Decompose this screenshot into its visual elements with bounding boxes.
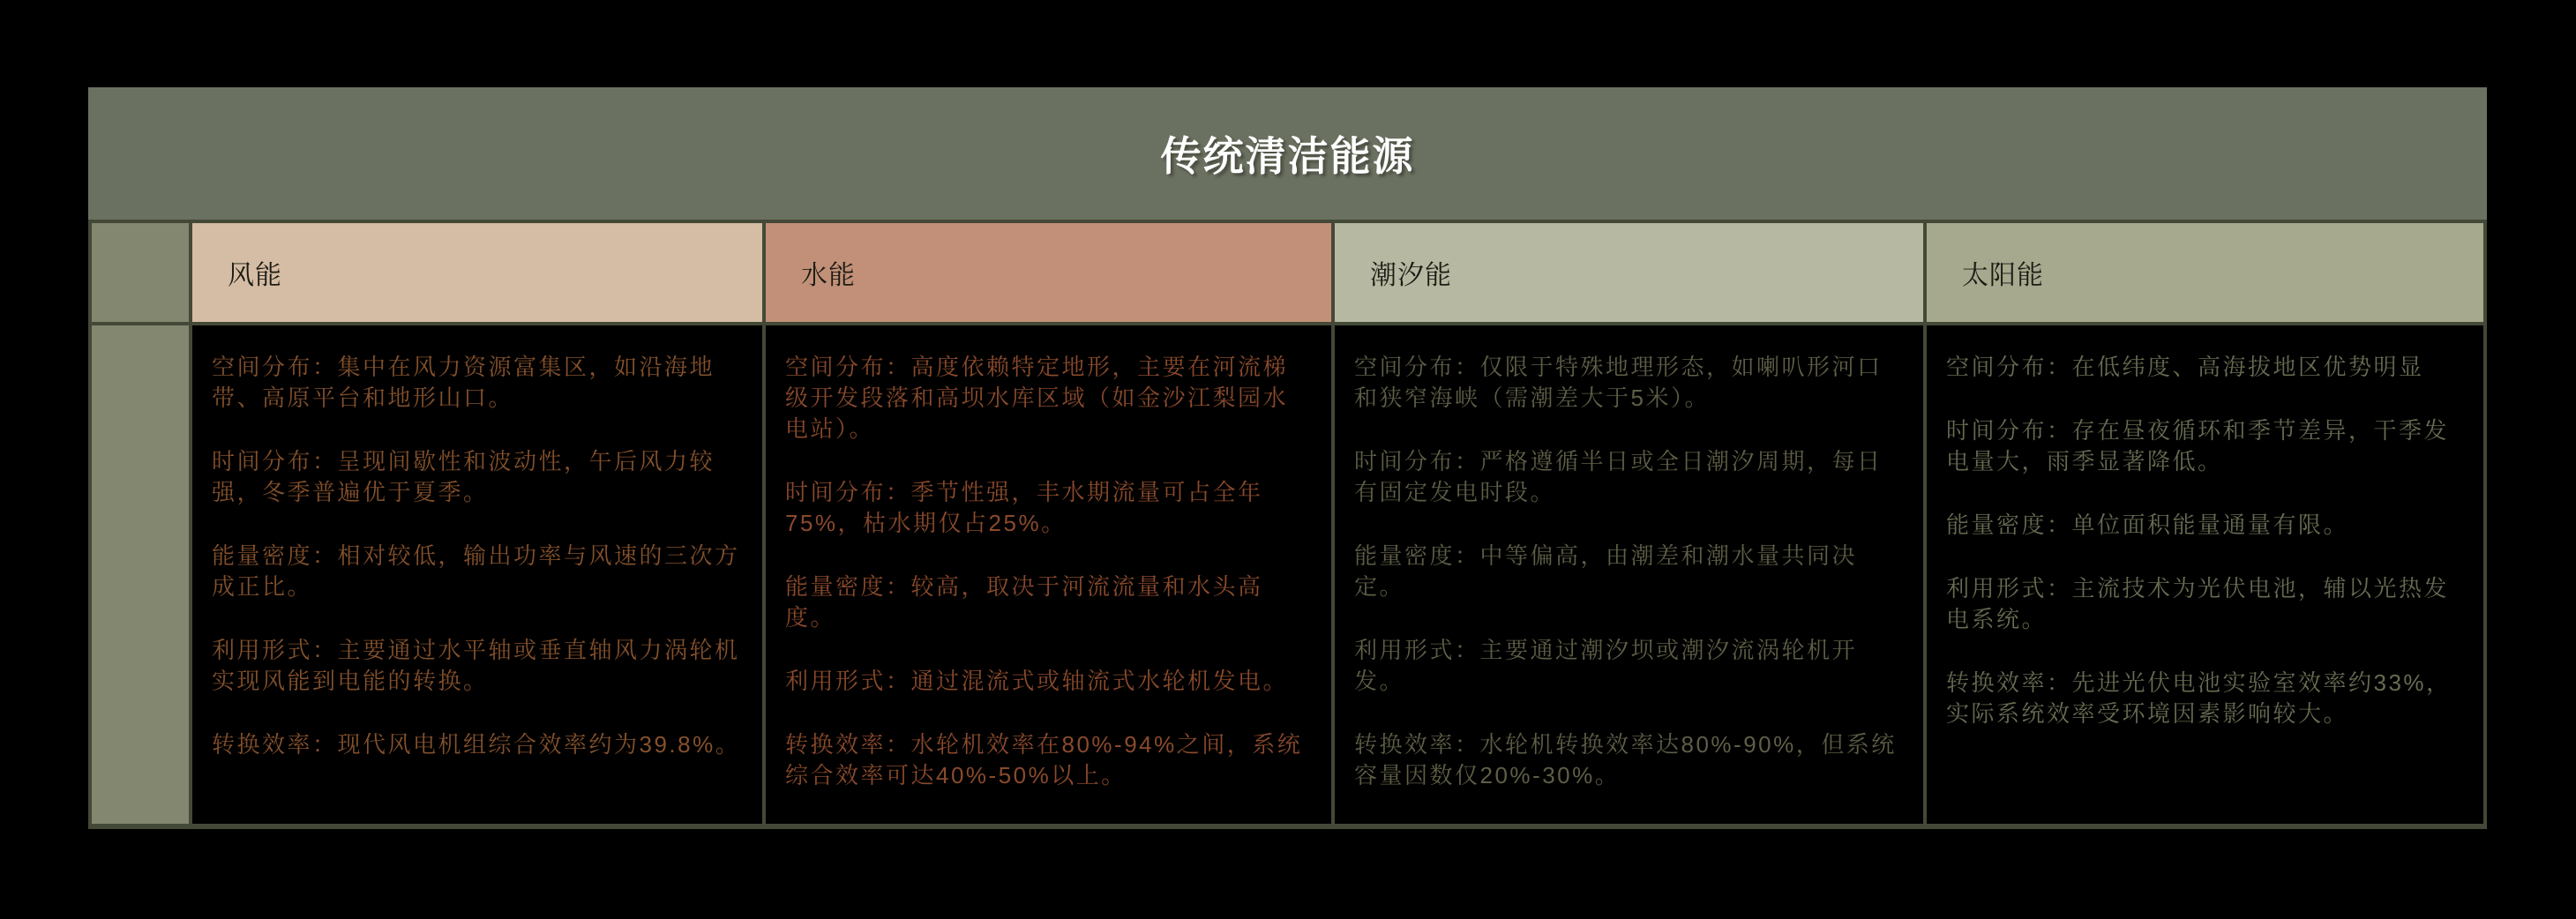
tidal-temporal-paragraph: 时间分布：严格遵循半日或全日潮汐周期，每日有固定发电时段。	[1354, 448, 1883, 505]
column-header-solar	[1927, 223, 2483, 322]
hydro-spatial-paragraph: 空间分布：高度依赖特定地形，主要在河流梯级开发段落和高坝水库区域（如金沙江梨园水电站）。	[785, 354, 1289, 442]
column-header-solar-label: 太阳能	[1962, 261, 2044, 290]
column-header-tidal	[1335, 223, 1923, 322]
solar-efficiency-paragraph: 转换效率：先进光伏电池实验室效率约33%，实际系统效率受环境因素影响较大。	[1946, 669, 2452, 727]
tidal-density-paragraph: 能量密度：中等偏高，由潮差和潮水量共同决定。	[1354, 542, 1858, 600]
body-cell-solar	[1927, 325, 2483, 824]
header-row-spacer	[92, 223, 189, 322]
body-cell-tidal	[1335, 325, 1923, 824]
wind-temporal-paragraph: 时间分布：呈现间歇性和波动性，午后风力较强，冬季普遍优于夏季。	[212, 448, 715, 505]
solar-temporal-paragraph: 时间分布：存在昼夜循环和季节差异，干季发电量大，雨季显著降低。	[1946, 417, 2450, 474]
solar-utilization-paragraph: 利用形式：主流技术为光伏电池，辅以光热发电系统。	[1946, 575, 2450, 632]
page-title: 传统清洁能源	[1160, 133, 1415, 179]
solar-spatial-paragraph: 空间分布：在低纬度、高海拔地区优势明显	[1946, 354, 2424, 380]
body-row-spacer	[92, 325, 189, 824]
hydro-efficiency-paragraph: 转换效率：水轮机效率在80%-94%之间，系统综合效率可达40%-50%以上。	[785, 731, 1303, 788]
wind-efficiency-paragraph: 转换效率：现代风电机组综合效率约为39.8%。	[212, 731, 741, 758]
hydro-utilization-paragraph: 利用形式：通过混流式或轴流式水轮机发电。	[785, 668, 1289, 694]
wind-density-paragraph: 能量密度：相对较低，输出功率与风速的三次方成正比。	[212, 542, 740, 600]
column-header-hydro	[766, 223, 1331, 322]
wind-utilization-paragraph: 利用形式：主要通过水平轴或垂直轴风力涡轮机实现风能到电能的转换。	[212, 637, 740, 694]
body-cell-hydro	[766, 325, 1331, 824]
wind-spatial-paragraph: 空间分布：集中在风力资源富集区，如沿海地带、高原平台和地形山口。	[212, 354, 715, 411]
title-band	[88, 87, 2487, 220]
column-header-wind-label: 风能	[228, 261, 282, 290]
hydro-density-paragraph: 能量密度：较高，取决于河流流量和水头高度。	[785, 573, 1263, 631]
hydro-temporal-paragraph: 时间分布：季节性强，丰水期流量可占全年75%，枯水期仅占25%。	[785, 479, 1263, 536]
solar-density-paragraph: 能量密度：单位面积能量通量有限。	[1946, 512, 2349, 538]
column-header-wind	[192, 223, 762, 322]
tidal-efficiency-paragraph: 转换效率：水轮机转换效率达80%-90%，但系统容量因数仅20%-30%。	[1354, 731, 1897, 788]
column-header-hydro-label: 水能	[801, 261, 856, 290]
tidal-spatial-paragraph: 空间分布：仅限于特殊地理形态，如喇叭形河口和狭窄海峡（需潮差大于5米）。	[1354, 354, 1883, 411]
header-row	[92, 223, 2483, 322]
column-header-tidal-label: 潮汐能	[1370, 261, 1452, 290]
body-row	[92, 325, 2483, 824]
energy-table	[88, 87, 2487, 829]
body-cell-wind	[192, 325, 762, 824]
tidal-utilization-paragraph: 利用形式：主要通过潮汐坝或潮汐流涡轮机开发。	[1354, 637, 1858, 694]
